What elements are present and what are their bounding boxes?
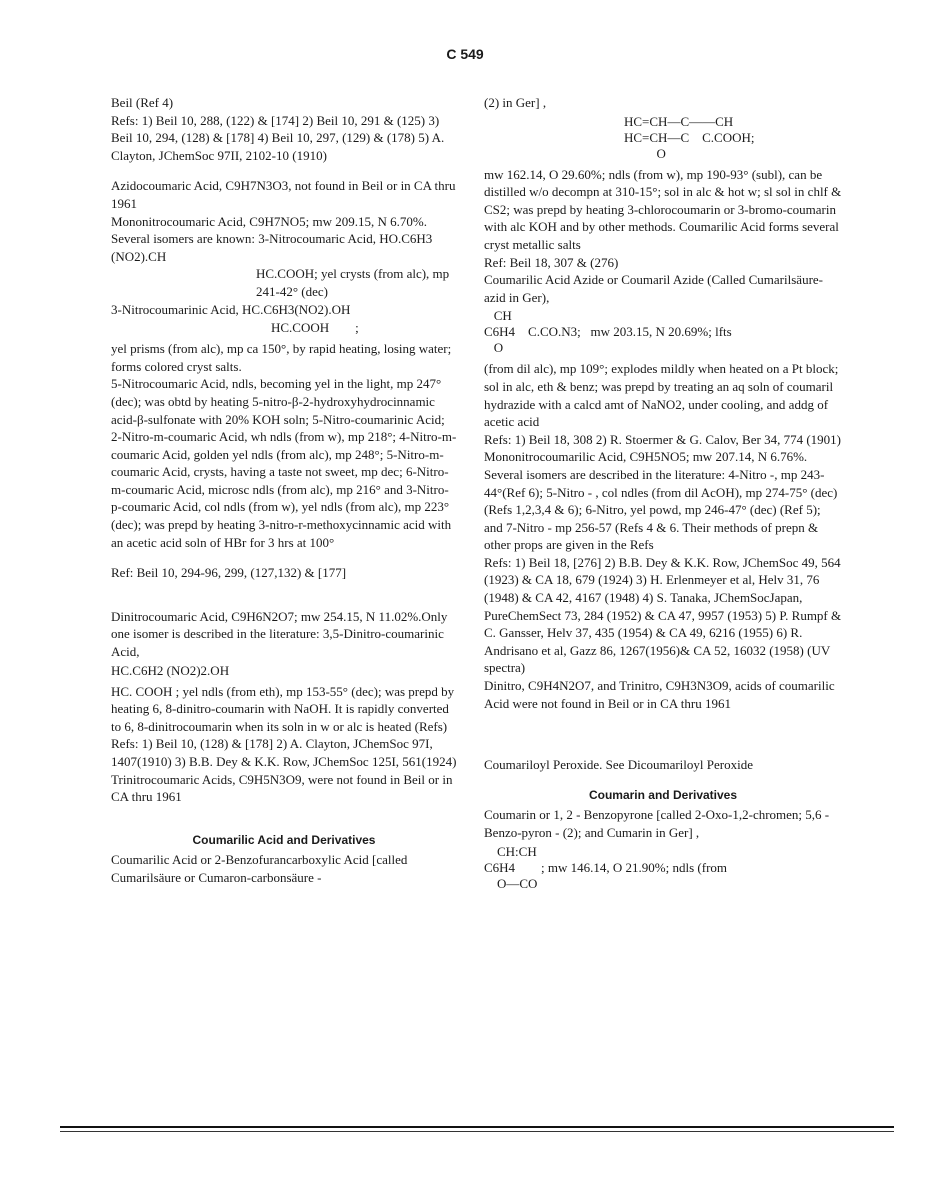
- nitrocoumarinic-properties: yel prisms (from alc), mp ca 150°, by rapid heating, losing water; forms colored cryst salts.: [111, 341, 452, 374]
- dinitro-formula: HC.C6H2 (NO2)2.OH: [111, 662, 230, 678]
- section-heading-coumarin: Coumarin and Derivatives: [588, 787, 738, 802]
- nitro-ref: Ref: Beil 10, 294-96, 299, (127,132) & [177]: [111, 565, 347, 581]
- coumarin-entry: Coumarin or 1, 2 - Benzopyrone [called 2-Oxo-1,2-chromen; 5,6 - Benzo-pyron - (2); and Cumarin in Ger] ,: [484, 807, 830, 840]
- trinitrocoumaric-acids: Trinitrocoumaric Acids, C9H5N3O9, were not found in Beil or in CA thru 1961: [111, 771, 453, 805]
- footer-rule: [60, 1126, 894, 1128]
- coumarilic-azide: Coumarilic Acid Azide or Coumaril Azide (Called Cumarilsäure-azid in Ger),: [484, 272, 823, 305]
- mononitrocoumarilic-acid: Mononitrocoumarilic Acid, C9H5NO5; mw 207.14, N 6.76%. Several isomers are described in the literature: 4-Nitro -, mp 243-44°(Ref 6); 5-Nitro - , col ndles (from dil AcOH), mp 274-75° (dec) (Refs 1,2,3,4 & 6); 6-Nitro, yel powd, mp 246-47° (dec) (Ref 5); and 7-Nitro - mp 256-57 (Refs 4 & 6. Their methods of prepn & other props are given in the Refs: [484, 449, 838, 553]
- dinitrocoumaric-acid: Dinitrocoumaric Acid, C9H6N2O7; mw 254.15, N 11.02%.Only one isomer is described in the literature: 3,5-Dinitro-coumarinic Acid,: [111, 608, 448, 660]
- coumariloyl-peroxide: Coumariloyl Peroxide. See Dicoumariloyl Peroxide: [484, 757, 753, 773]
- azide-structure: CH C6H4 C.CO.N3; mw 203.15, N 20.69%; lfts O: [484, 308, 732, 356]
- section-heading-coumarilic: Coumarilic Acid and Derivatives: [192, 832, 376, 847]
- coumarilic-acid-entry: Coumarilic Acid or 2-Benzofurancarboxylic Acid [called Cumarilsäure or Cumaron-carbonsäure -: [111, 852, 408, 885]
- formula-continuation: HC.COOH ;: [271, 320, 359, 336]
- azidocoumaric-acid: Azidocoumaric Acid, C9H7N3O3, not found in Beil or in CA thru 1961: [111, 178, 456, 211]
- formula-continuation: HC.COOH; yel crysts (from alc), mp 241-42° (dec): [256, 266, 450, 299]
- beil-ref-line: Beil (Ref 4): [111, 95, 174, 110]
- german-name-continuation: (2) in Ger] ,: [484, 95, 547, 110]
- refs-paragraph: Refs: 1) Beil 10, 288, (122) & [174] 2) Beil 10, 291 & (125) 3) Beil 10, 294, (128) & [178] 4) Beil 10, 297, (129) & (178) 5) A. Clayton, JChemSoc 97II, 2102-10 (1910): [111, 112, 445, 163]
- nitro-isomers-paragraph: 5-Nitrocoumaric Acid, ndls, becoming yel in the light, mp 247° (dec); was obtd by heating 5-nitro-β-2-hydroxyhydrocinnamic acid-β-sulfonate with 20% KOH soln; 5-Nitro-coumarinic Acid; 2-Nitro-m-coumaric Acid, wh ndls (from w), mp 218°; 4-Nitro-m-coumaric Acid, golden yel ndls (from alc), mp 248°; 5-Nitro-m-coumaric Acid, crysts, having a taste not sweet, mp dec; 6-Nitro-m-coumaric Acid, microsc ndls (from alc), mp 216° and 3-Nitro-p-coumaric Acid, col ndls (from w), yel ndls (from alc), mp 223° (dec); was prepd by heating 3-nitro-r-methoxycinnamic acid with an acetic acid soln of HBr for 3 hrs at 100°: [111, 376, 457, 550]
- left-column: [111, 94, 457, 887]
- azide-refs: Refs: 1) Beil 18, 308 2) R. Stoermer & G. Calov, Ber 34, 774 (1901): [484, 431, 841, 447]
- page-label: C 549: [446, 46, 484, 62]
- dinitro-refs: Refs: 1) Beil 10, (128) & [178] 2) A. Clayton, JChemSoc 97I, 1407(1910) 3) B.B. Dey & K.K. Row, JChemSoc 125I, 561(1924): [111, 736, 457, 769]
- coumarilic-structure: HC=CH—C——CH HC=CH—C C.COOH; O: [624, 113, 755, 161]
- dinitro-trinitro-coumarilic: Dinitro, C9H4N2O7, and Trinitro, C9H3N3O9, acids of coumarilic Acid were not found in Beil or in CA thru 1961: [484, 678, 835, 711]
- footer-rule-thin: [60, 1131, 894, 1132]
- right-column: [484, 94, 842, 896]
- coumarilic-properties: mw 162.14, O 29.60%; ndls (from w), mp 190-93° (subl), can be distilled w/o decompn at 310-15°; sol in alc & hot w; sl sol in chlf & CS2; was prepd by heating 3-chlorocoumarin or 3-bromo-coumarin with alc KOH and by other methods. Coumarilic Acid forms several cryst metallic salts: [484, 166, 842, 252]
- coumarin-structure: CH:CH C6H4 ; mw 146.14, O 21.90%; ndls (from O—CO: [484, 843, 728, 891]
- dinitro-properties: HC. COOH ; yel ndls (from eth), mp 153-55° (dec); was prepd by heating 6, 8-dinitro-coumarin with NaOH. It is rapidly converted to 6, 8-dinitrocoumarin when its soln in w or alc is heated (Refs): [111, 683, 455, 734]
- mononitro-refs: Refs: 1) Beil 18, [276] 2) B.B. Dey & K.K. Row, JChemSoc 49, 564 (1923) & CA 18, 679 (1924) 3) H. Erlenmeyer et al, Helv 31, 76 (1948) & CA 42, 4167 (1948) 4) S. Tanaka, JChemSocJapan, PureChemSect 73, 284 (1952) & CA 47, 9957 (1953) 5) P. Rumpf & C. Gansser, Helv 37, 435 (1954) & CA 49, 6216 (1955) 6) R. Andrisano et al, Gazz 86, 1267(1956)& CA 52, 16032 (1958) (UV spectra): [484, 554, 842, 676]
- azide-properties: (from dil alc), mp 109°; explodes mildly when heated on a Pt block; sol in alc, eth & benz; was prepd by treating an aq soln of coumaril hydrazide with a calcd amt of NaNO2, under cooling, and addg of acetic acid: [484, 361, 839, 430]
- coumarilic-ref: Ref: Beil 18, 307 & (276): [484, 254, 619, 270]
- nitrocoumarinic-acid: 3-Nitrocoumarinic Acid, HC.C6H3(NO2).OH: [111, 301, 351, 317]
- mononitrocoumaric-acid: Mononitrocoumaric Acid, C9H7NO5; mw 209.15, N 6.70%. Several isomers are known: 3-Nitrocoumaric Acid, HO.C6H3 (NO2).CH: [111, 213, 433, 264]
